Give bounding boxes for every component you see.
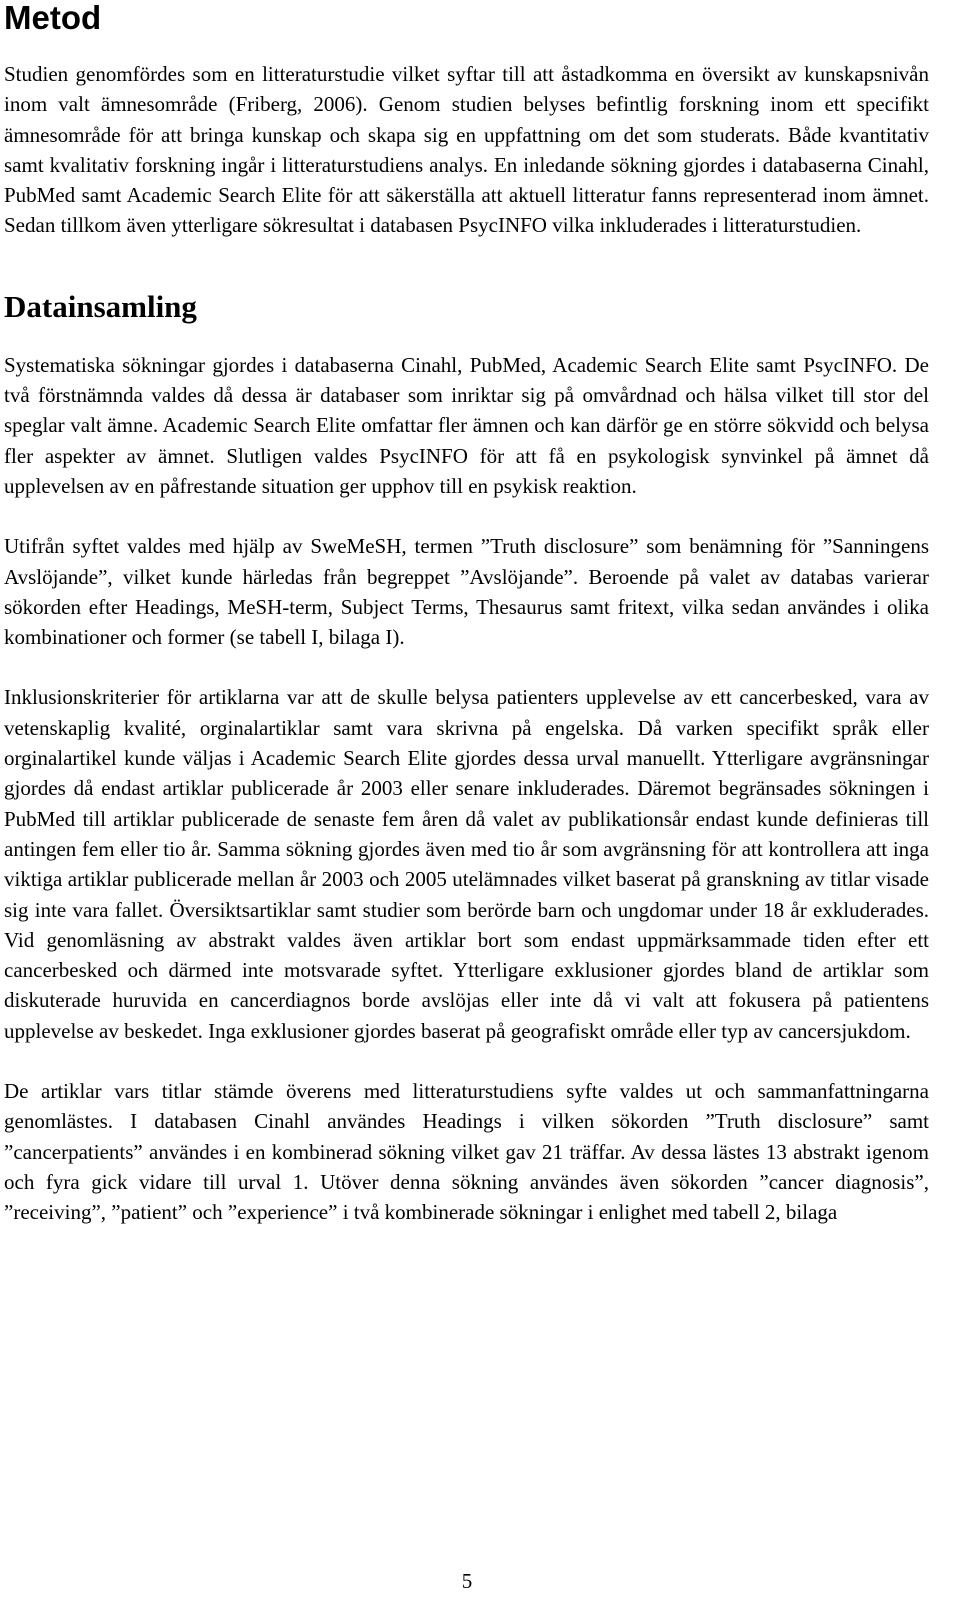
data-collection-paragraph-3: Inklusionskriterier för artiklarna var att de skulle belysa patienters upplevelse av ett cancerbesked, vara av vetenskaplig kvalité, orginalartiklar samt vara skrivna på engelska. Då varken specifikt språk eller orginalartikel kunde väljas i Academic Search Elite gjordes dessa urval manuellt. Ytterligare avgränsningar gjordes då endast artiklar publicerade år 2003 eller senare inkluderades. Däremot begränsades sökningen i PubMed till artiklar publicerade de senaste fem åren då valet av publikationsår endast kunde definieras till antingen fem eller tio år. Samma sökning gjordes även med tio år som avgränsning för att kontrollera att inga viktiga artiklar publicerade mellan år 2003 och 2005 utelämnades vilket baserat på granskning av titlar visade sig inte vara fallet. Översiktsartiklar samt studier som berörde barn och ungdomar under 18 år exkluderades. Vid genomläsning av abstrakt valdes även artiklar bort som endast uppmärksammade tiden efter ett cancerbesked och därmed inte motsvarade syftet. Ytterligare exklusioner gjordes bland de artiklar som diskuterade huruvida en cancerdiagnos borde avslöjas eller inte då vi valt att fokusera på patientens upplevelse av beskedet. Inga exklusioner gjordes baserat på geografiskt område eller typ av cancersjukdom. bbox=[4, 685, 929, 1043]
section-heading-datainsamling: Datainsamling bbox=[4, 288, 197, 324]
data-collection-paragraph-4: De artiklar vars titlar stämde överens med litteraturstudiens syfte valdes ut och sammanfattningarna genomlästes. I databasen Cinahl användes Headings i vilken sökorden ”Truth disclosure” samt ”cancerpatients” användes i en kombinerad sökning vilket gav 21 träffar. Av dessa lästes 13 abstrakt igenom och fyra gick vidare till urval 1. Utöver denna sökning användes även sökorden ”cancer diagnosis”, ”receiving”, ”patient” och ”experience” i två kombinerade sökningar i enlighet med tabell 2, bilaga bbox=[4, 1079, 929, 1225]
data-collection-paragraph-2: Utifrån syftet valdes med hjälp av SweMeSH, termen ”Truth disclosure” som benämning för ”Sanningens Avslöjande”, vilket kunde härledas från begreppet ”Avslöjande”. Beroende på valet av databas varierar sökorden efter Headings, MeSH-term, Subject Terms, Thesaurus samt fritext, vilka sedan användes i olika kombinationer och former (se tabell I, bilaga I). bbox=[4, 534, 929, 650]
document-page bbox=[4, 0, 929, 1228]
section-heading-metod: Metod bbox=[4, 0, 102, 36]
data-collection-paragraph-1: Systematiska sökningar gjordes i databaserna Cinahl, PubMed, Academic Search Elite samt PsycINFO. De två förstnämnda valdes då dessa är databaser som inriktar sig på omvårdnad och hälsa vilket till stor del speglar valt ämne. Academic Search Elite omfattar fler ämnen och kan därför ge en större sökvidd och belysa fler aspekter av ämnet. Slutligen valdes PsycINFO för att få en psykologisk synvinkel på ämnet då upplevelsen av en påfrestande situation ger upphov till en psykisk reaktion. bbox=[4, 352, 929, 498]
method-paragraph: Studien genomfördes som en litteraturstudie vilket syftar till att åstadkomma en översikt av kunskapsnivån inom valt ämnesområde (Friberg, 2006). Genom studien belyses befintlig forskning inom ett specifikt ämnesområde för att bringa kunskap och skapa sig en uppfattning om det som studerats. Både kvantitativ samt kvalitativ forskning ingår i litteraturstudiens analys. En inledande sökning gjordes i databaserna Cinahl, PubMed samt Academic Search Elite för att säkerställa att aktuell litteratur fanns representerad inom ämnet. Sedan tillkom även ytterligare sökresultat i databasen PsycINFO vilka inkluderades i litteraturstudien. bbox=[4, 62, 929, 238]
page-number: 5 bbox=[461, 1569, 473, 1593]
